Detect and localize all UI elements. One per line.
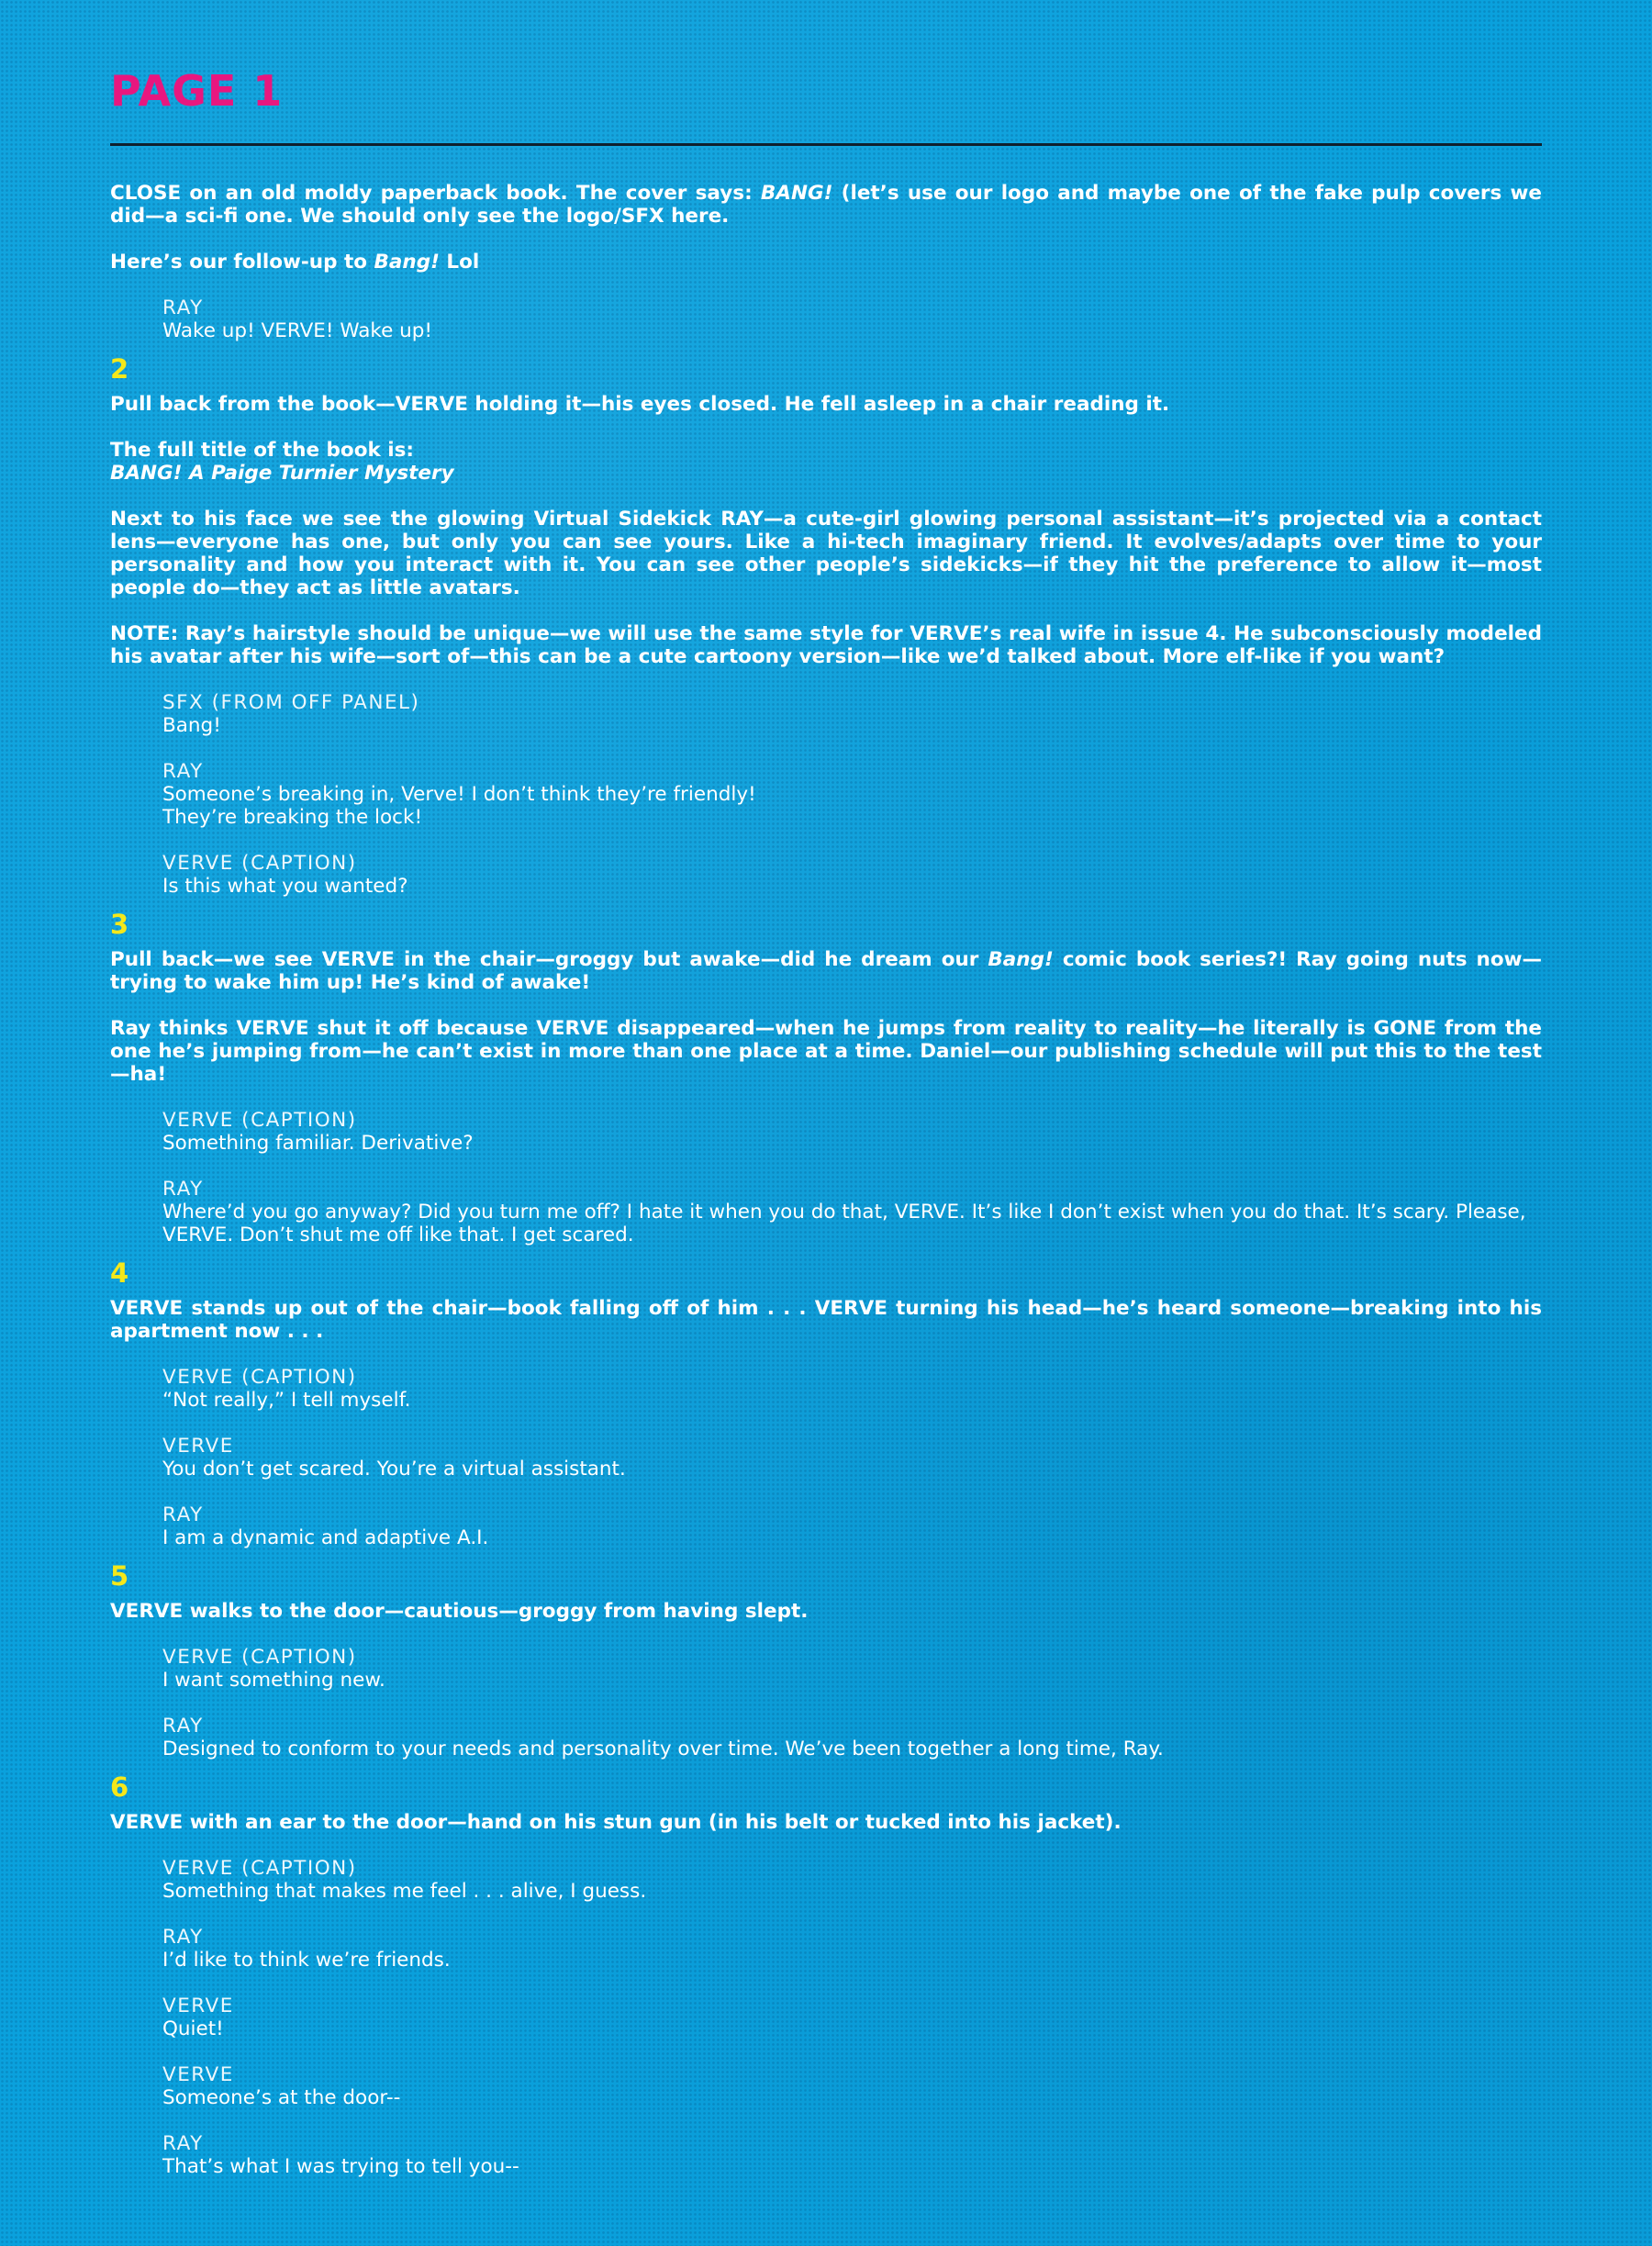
dialogue-line: That’s what I was trying to tell you-- bbox=[162, 2155, 519, 2178]
speaker-name: VERVE bbox=[162, 2063, 234, 2086]
dialogue-block bbox=[162, 1715, 1542, 1760]
description-text: (let’s use our logo and maybe one of the fake pulp covers we did—a sci-fi one. We should only see the logo/SFX here. bbox=[110, 182, 1542, 228]
dialogue-line: Someone’s at the door-- bbox=[162, 2086, 401, 2109]
panel-description bbox=[110, 508, 1542, 599]
description-text: VERVE walks to the door—cautious—groggy from having slept. bbox=[110, 1600, 809, 1623]
page-title: PAGE 1 bbox=[110, 66, 284, 116]
dialogue-block bbox=[162, 1503, 1542, 1549]
dialogue-line: I’d like to think we’re friends. bbox=[162, 1949, 451, 1972]
italic-title: Bang! bbox=[988, 948, 1054, 971]
dialogue-line: You don’t get scared. You’re a virtual assistant. bbox=[162, 1458, 626, 1481]
panel-description bbox=[110, 393, 1542, 416]
dialogue-block bbox=[162, 1857, 1542, 1903]
speaker-name: RAY bbox=[162, 296, 204, 319]
dialogue-block bbox=[162, 1435, 1542, 1481]
speaker-name: VERVE (CAPTION) bbox=[162, 1366, 357, 1389]
script-content bbox=[110, 182, 1542, 2201]
italic-title: BANG! A Paige Turnier Mystery bbox=[110, 462, 454, 485]
dialogue-block bbox=[162, 1926, 1542, 1972]
description-text: comic book series?! Ray going nuts now—trying to wake him up! He’s kind of awake! bbox=[110, 948, 1542, 994]
dialogue-line: They’re breaking the lock! bbox=[162, 806, 423, 829]
description-text: NOTE: Ray’s hairstyle should be unique—we will use the same style for VERVE’s real wife in issue 4. He subconsciously modeled his avatar after his wife—sort of—this can be a cute cartoony version—like we’d talked about. More elf-like if you want? bbox=[110, 622, 1542, 668]
dialogue-block bbox=[162, 1109, 1542, 1155]
panel-description bbox=[110, 182, 1542, 228]
dialogue-block bbox=[162, 1646, 1542, 1692]
description-text: Pull back from the book—VERVE holding it—his eyes closed. He fell asleep in a chair reading it. bbox=[110, 393, 1170, 416]
panel-number: 4 bbox=[110, 1257, 129, 1289]
dialogue-line: Something that makes me feel . . . alive, I guess. bbox=[162, 1880, 647, 1903]
italic-title: Bang! bbox=[374, 251, 440, 274]
dialogue-line: Bang! bbox=[162, 714, 221, 737]
dialogue-block bbox=[162, 1995, 1542, 2040]
speaker-name: RAY bbox=[162, 1503, 204, 1526]
dialogue-line: Wake up! VERVE! Wake up! bbox=[162, 319, 433, 342]
speaker-name: SFX (FROM OFF PANEL) bbox=[162, 691, 420, 714]
speaker-name: RAY bbox=[162, 2132, 204, 2155]
panel-description bbox=[110, 462, 1542, 485]
dialogue-block bbox=[162, 2132, 1542, 2178]
description-text: Next to his face we see the glowing Virtual Sidekick RAY—a cute-girl glowing personal assistant—it’s projected via a contact lens—everyone has one, but only you can see yours. Like a hi-tech imaginary friend. It evolves/adapts over time to your personality and how you interact with it. You can see other people’s sidekicks—if they hit the preference to allow it—most people do—they act as little avatars. bbox=[110, 508, 1542, 599]
description-text: The full title of the book is: bbox=[110, 439, 415, 462]
description-text: CLOSE on an old moldy paperback book. The cover says: bbox=[110, 182, 761, 205]
panel-description bbox=[110, 1017, 1542, 1086]
dialogue-line: Quiet! bbox=[162, 2017, 224, 2040]
title-divider bbox=[110, 143, 1542, 146]
dialogue-block bbox=[162, 1366, 1542, 1412]
dialogue-line: Someone’s breaking in, Verve! I don’t think they’re friendly! bbox=[162, 783, 756, 806]
description-text: Lol bbox=[439, 251, 480, 274]
dialogue-block bbox=[162, 691, 1542, 737]
dialogue-line: Is this what you wanted? bbox=[162, 875, 408, 898]
description-text: Here’s our follow-up to bbox=[110, 251, 374, 274]
speaker-name: RAY bbox=[162, 1178, 204, 1201]
panel-number: 3 bbox=[110, 909, 129, 940]
dialogue-block bbox=[162, 296, 1542, 342]
panel-description bbox=[110, 1297, 1542, 1343]
speaker-name: VERVE (CAPTION) bbox=[162, 1857, 357, 1880]
speaker-name: VERVE bbox=[162, 1435, 234, 1458]
dialogue-block bbox=[162, 2063, 1542, 2109]
speaker-name: VERVE (CAPTION) bbox=[162, 852, 357, 875]
panel-description bbox=[110, 1600, 1542, 1623]
panel-description bbox=[110, 251, 1542, 274]
panel-description bbox=[110, 622, 1542, 668]
description-text: VERVE stands up out of the chair—book falling off of him . . . VERVE turning his head—he’s heard someone—breaking into his apartment now . . . bbox=[110, 1297, 1542, 1343]
speaker-name: RAY bbox=[162, 1926, 204, 1949]
dialogue-line: Something familiar. Derivative? bbox=[162, 1132, 474, 1155]
panel-description bbox=[110, 439, 1542, 462]
description-text: Pull back—we see VERVE in the chair—groggy but awake—did he dream our bbox=[110, 948, 988, 971]
dialogue-block bbox=[162, 760, 1542, 829]
italic-title: BANG! bbox=[760, 182, 833, 205]
speaker-name: VERVE (CAPTION) bbox=[162, 1646, 357, 1669]
panel-number: 6 bbox=[110, 1771, 129, 1803]
dialogue-block bbox=[162, 852, 1542, 898]
dialogue-line: Designed to conform to your needs and personality over time. We’ve been together a long time, Ray. bbox=[162, 1738, 1164, 1760]
panel-description bbox=[110, 948, 1542, 994]
dialogue-block bbox=[162, 1178, 1542, 1246]
description-text: Ray thinks VERVE shut it off because VERVE disappeared—when he jumps from reality to reality—he literally is GONE from the one he’s jumping from—he can’t exist in more than one place at a time. Daniel—our publishing schedule will put this to the test—ha! bbox=[110, 1017, 1542, 1086]
speaker-name: RAY bbox=[162, 760, 204, 783]
speaker-name: VERVE (CAPTION) bbox=[162, 1109, 357, 1132]
dialogue-line: Where’d you go anyway? Did you turn me off? I hate it when you do that, VERVE. It’s like I don’t exist when you do that. It’s scary. Please, VERVE. Don’t shut me off like that. I get scared. bbox=[162, 1201, 1526, 1246]
dialogue-line: “Not really,” I tell myself. bbox=[162, 1389, 411, 1412]
panel-number: 5 bbox=[110, 1560, 129, 1592]
panel-description bbox=[110, 1811, 1542, 1834]
description-text: VERVE with an ear to the door—hand on his stun gun (in his belt or tucked into his jacket). bbox=[110, 1811, 1122, 1834]
dialogue-line: I am a dynamic and adaptive A.I. bbox=[162, 1526, 489, 1549]
panel-number: 2 bbox=[110, 353, 129, 385]
dialogue-line: I want something new. bbox=[162, 1669, 385, 1692]
speaker-name: RAY bbox=[162, 1715, 204, 1738]
speaker-name: VERVE bbox=[162, 1995, 234, 2017]
